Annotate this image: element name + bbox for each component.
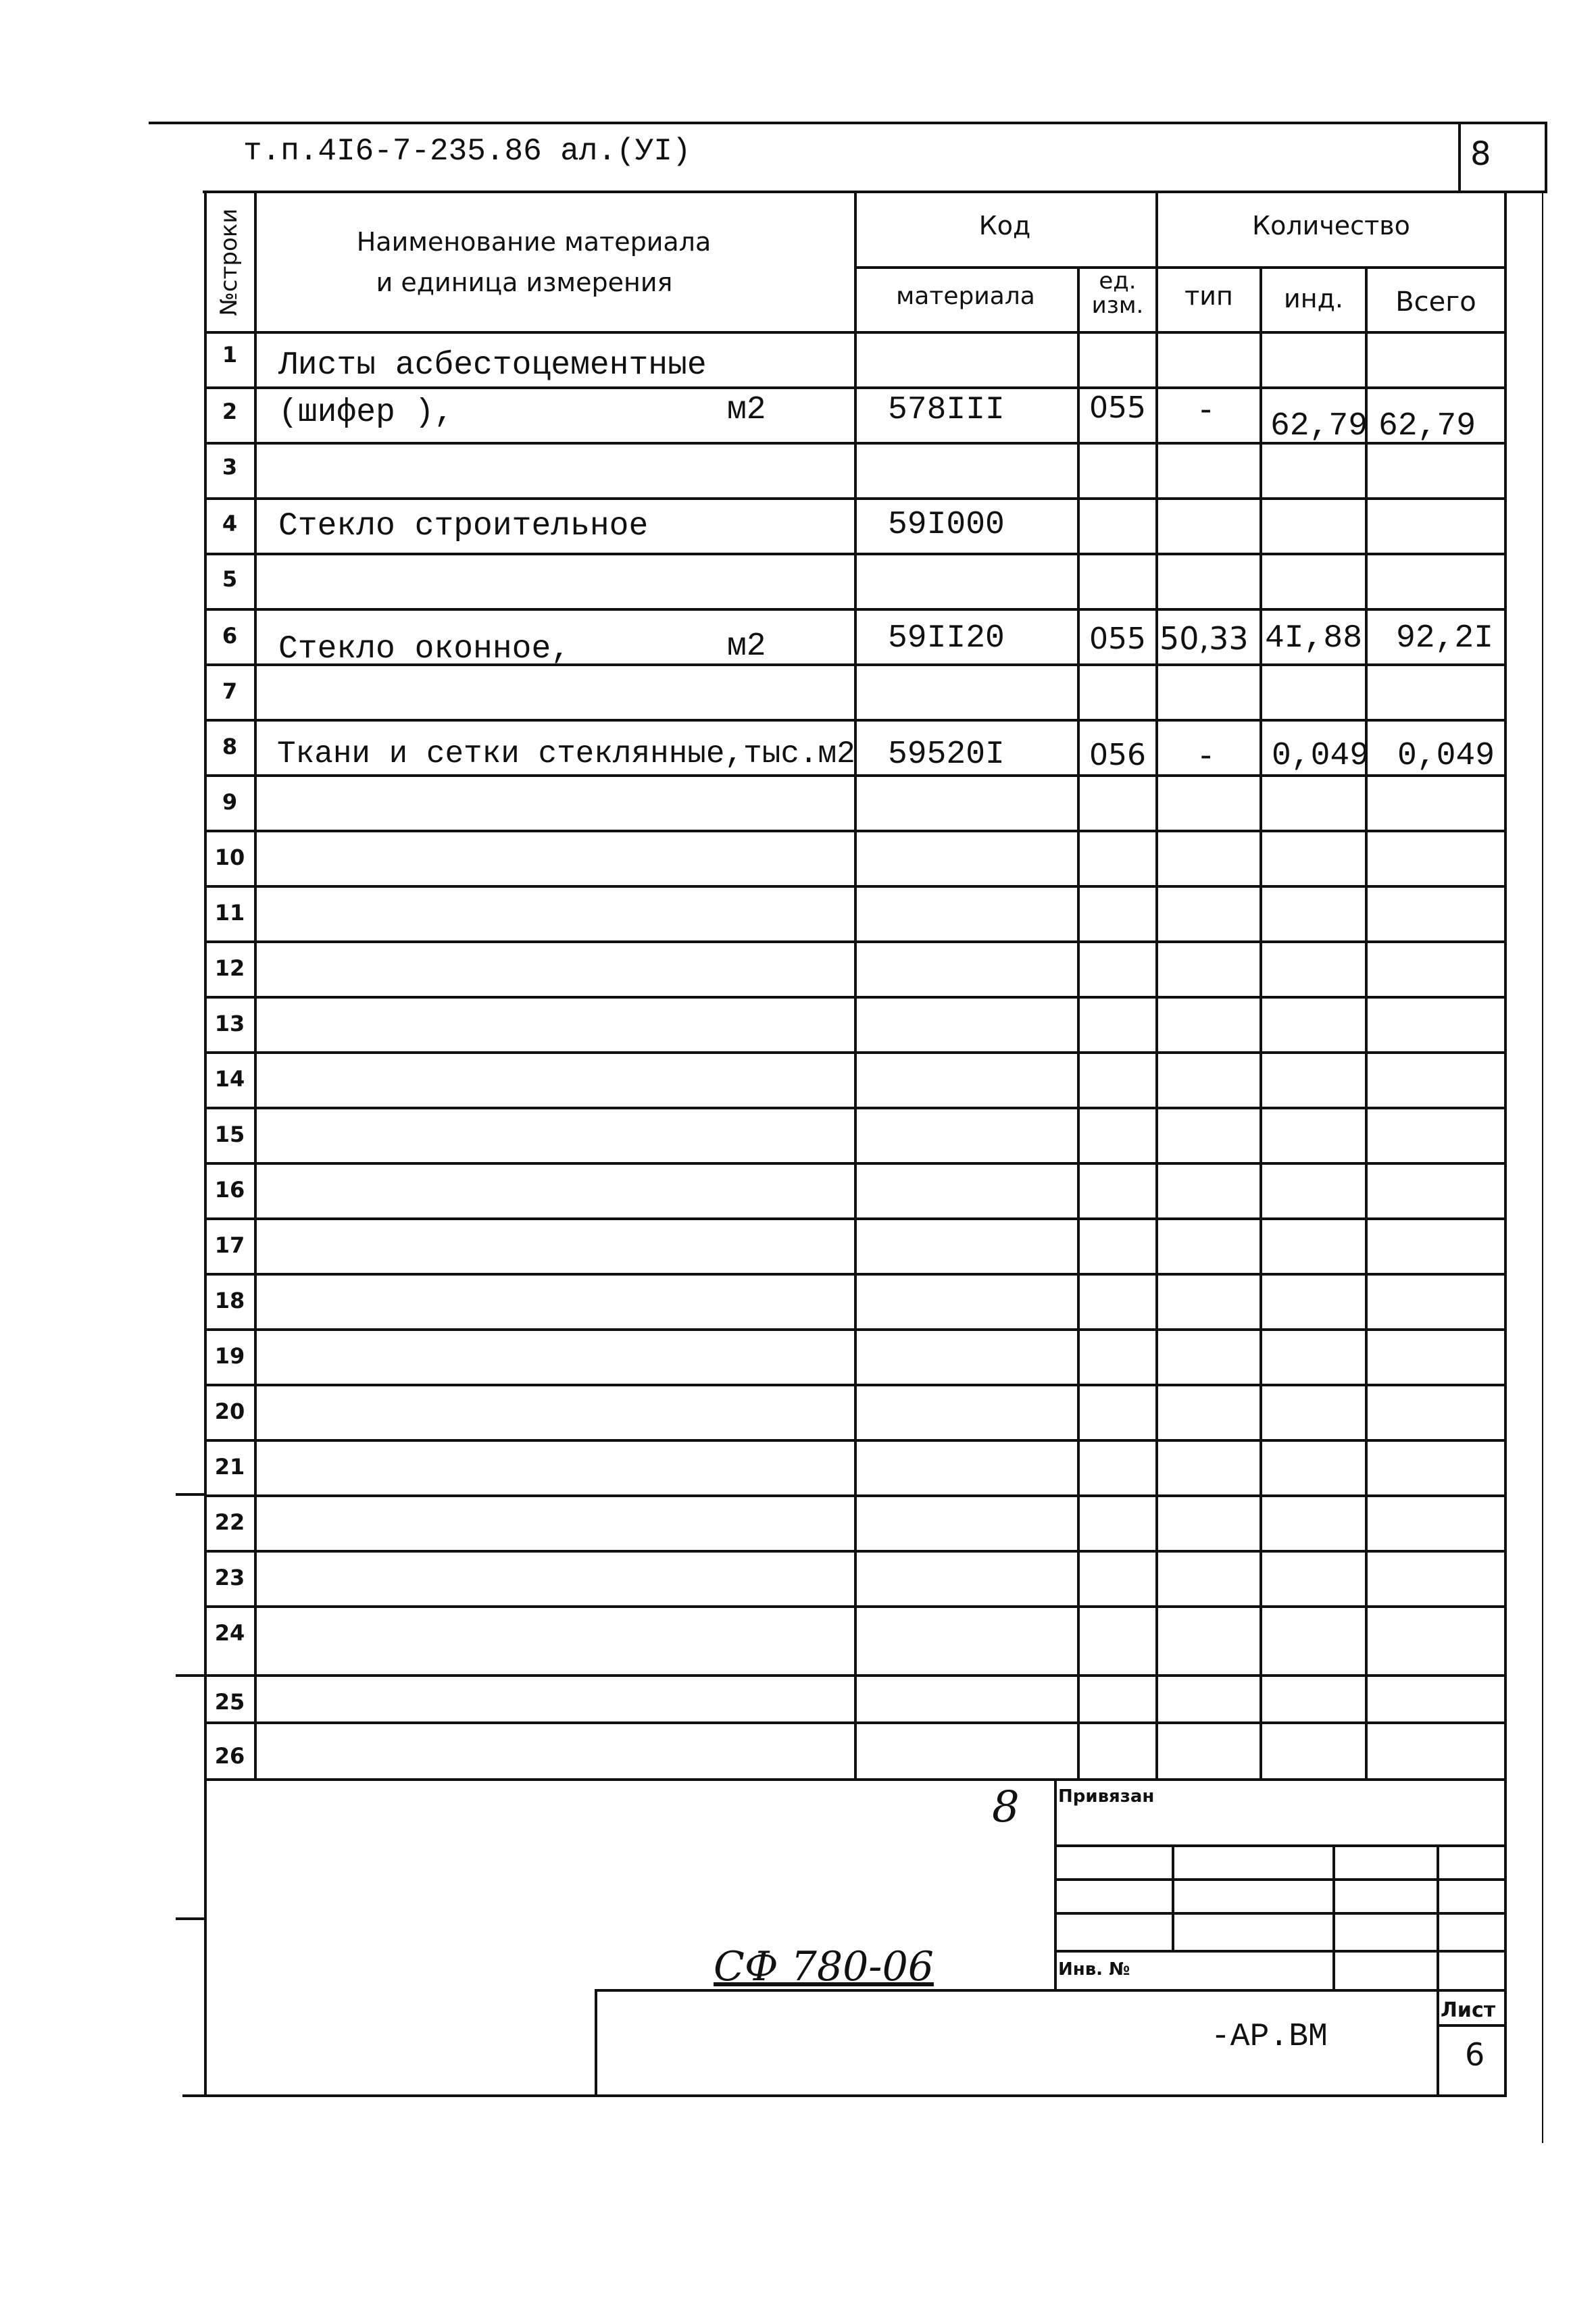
row-line — [204, 1107, 1504, 1109]
stamp-inner-col — [1172, 1844, 1174, 1950]
row6-unit-label: м2 — [727, 628, 766, 665]
row-line — [204, 1494, 1504, 1497]
row6-code: 59II20 — [888, 620, 1005, 657]
row-number: 5 — [222, 566, 238, 592]
row-number: 14 — [214, 1066, 245, 1092]
row-number: 3 — [222, 454, 238, 480]
row2-total: 62,79 — [1378, 408, 1476, 445]
top-rule — [149, 122, 1547, 124]
row8-name: Ткани и сетки стеклянные,тыс.м2 — [277, 736, 855, 772]
row-line — [204, 885, 1504, 888]
right-edge-mark — [1542, 191, 1543, 2143]
row4-code: 59I000 — [888, 507, 1005, 543]
col-divider-rownum — [254, 191, 257, 1778]
row4-name: Стекло строительное — [278, 508, 649, 545]
header-row-no: №строки — [216, 208, 243, 316]
sheet-label: Лист — [1441, 1998, 1496, 2022]
header-name-line2: и единица измерения — [376, 268, 673, 297]
row-number: 2 — [222, 399, 238, 424]
row-number: 13 — [214, 1011, 245, 1036]
row1-name: Листы асбестоцементные — [278, 347, 707, 384]
row8-ind: 0,049 — [1272, 738, 1370, 774]
stamp-col-divider — [1054, 1778, 1057, 1989]
row-number: 10 — [214, 845, 245, 870]
header-unit-line1: ед. — [1099, 268, 1137, 295]
row-number: 18 — [214, 1288, 245, 1313]
row-line — [204, 1162, 1504, 1165]
row-line — [204, 719, 1504, 722]
document-code: т.п.4I6-7-235.86 ал.(УI) — [243, 134, 691, 169]
frame-right — [1504, 191, 1507, 2096]
row-line — [204, 1439, 1504, 1442]
handwritten-code: СФ 780-06 — [714, 1943, 934, 1990]
row-line — [204, 1273, 1504, 1276]
row-line — [204, 940, 1504, 943]
row8-unit: 056 — [1089, 738, 1146, 772]
table-top-border — [203, 191, 1547, 193]
row-number: 23 — [214, 1565, 245, 1590]
row-line — [204, 830, 1504, 832]
title-block-left — [595, 1989, 597, 2096]
row-number: 8 — [222, 734, 238, 759]
row-line — [204, 553, 1504, 555]
row-line — [204, 1721, 1504, 1724]
row8-type: - — [1200, 736, 1212, 774]
row-number: 21 — [214, 1454, 245, 1480]
row2-ind: 62,79 — [1270, 408, 1368, 445]
row2-type: - — [1200, 391, 1212, 428]
row-line — [204, 1605, 1504, 1608]
header-name-line1: Наименование материала — [356, 227, 712, 257]
margin-tick — [176, 1493, 205, 1496]
row-number: 9 — [222, 789, 238, 815]
row6-ind: 4I,88 — [1265, 620, 1363, 657]
row-line — [204, 1384, 1504, 1386]
inv-label: Инв. № — [1058, 1959, 1130, 1980]
row-line — [204, 1778, 1504, 1781]
stamp-inner-col — [1437, 1844, 1439, 2096]
row-number: 6 — [222, 623, 238, 649]
row-number: 19 — [214, 1343, 245, 1369]
bound-label: Привязан — [1058, 1786, 1155, 1807]
row-number: 26 — [214, 1743, 245, 1769]
row-number: 22 — [214, 1509, 245, 1535]
designation: -АР.ВМ — [1211, 2019, 1328, 2055]
row-number: 17 — [214, 1232, 245, 1258]
margin-tick — [176, 1917, 205, 1920]
row-number: 4 — [222, 511, 238, 536]
row-line — [204, 608, 1504, 611]
row-number: 1 — [222, 342, 238, 368]
row-number: 15 — [214, 1122, 245, 1147]
row-line — [204, 1328, 1504, 1331]
row2-code: 578III — [888, 392, 1005, 428]
row6-total: 92,2I — [1396, 620, 1494, 657]
header-qty-type: тип — [1184, 281, 1233, 311]
sheet-label-line — [1437, 2024, 1504, 2027]
sheet-value: 6 — [1465, 2036, 1485, 2073]
sheet-number-top: 8 — [1470, 135, 1491, 173]
row-line — [204, 996, 1504, 999]
row-line — [204, 1051, 1504, 1054]
row-line — [204, 1674, 1504, 1677]
row-number: 11 — [214, 900, 245, 926]
row-number: 25 — [214, 1689, 245, 1715]
row-line — [204, 1217, 1504, 1220]
header-unit-line2: изм. — [1091, 292, 1144, 319]
margin-tick — [176, 1674, 205, 1677]
row2-unit-label: м2 — [727, 392, 766, 428]
handwritten-sheet: 8 — [992, 1782, 1020, 1832]
row8-total: 0,049 — [1397, 738, 1495, 774]
row6-name: Стекло оконное, — [278, 631, 571, 668]
header-subline — [854, 266, 1504, 269]
col-divider-name — [854, 191, 857, 1778]
header-code-group: Код — [978, 211, 1031, 241]
stamp-inner-col — [1332, 1844, 1335, 1989]
row-number: 16 — [214, 1177, 245, 1203]
header-qty-ind: инд. — [1284, 284, 1343, 313]
row6-unit: 055 — [1089, 622, 1146, 656]
row2-unit: 055 — [1089, 391, 1146, 425]
row-line — [204, 331, 1504, 334]
row-line — [204, 497, 1504, 500]
frame-bottom — [182, 2094, 1507, 2097]
sheet-box-left — [1458, 123, 1461, 191]
row-number: 24 — [214, 1620, 245, 1646]
row-line — [204, 386, 1504, 389]
sheet-box-right — [1545, 123, 1547, 191]
row-number: 12 — [214, 955, 245, 981]
row-number: 20 — [214, 1399, 245, 1424]
row8-code: 59520I — [888, 736, 1005, 773]
row-line — [204, 1550, 1504, 1553]
header-code-material: материала — [896, 282, 1035, 310]
header-qty-total: Всего — [1395, 286, 1476, 318]
header-qty-group: Количество — [1252, 211, 1410, 241]
row6-type: 50,33 — [1159, 620, 1249, 657]
row-line — [204, 774, 1504, 777]
col-divider-unit — [1155, 191, 1158, 1778]
row-number: 7 — [222, 678, 238, 704]
row2-name: (шифер ), — [278, 395, 454, 431]
